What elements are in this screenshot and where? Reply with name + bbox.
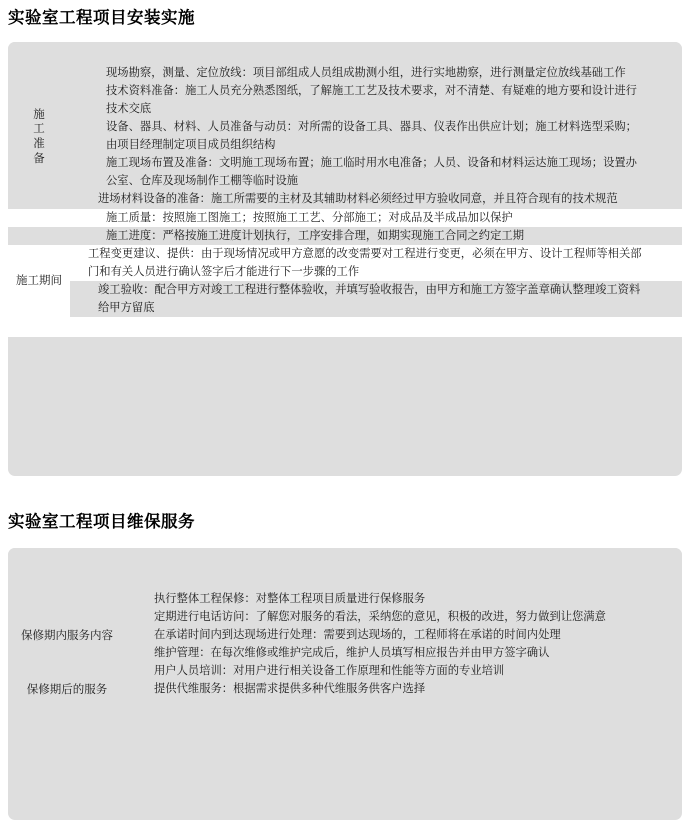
cell-text: 现场勘察，测量、定位放线：项目部组成人员组成勘测小组，进行实地勘察，进行测量定位放线基础工作 — [106, 66, 626, 79]
cell-text: 用户人员培训：对用户进行相关设备工作原理和性能等方面的专业培训 — [154, 664, 505, 678]
table-cell-content — [70, 64, 682, 82]
table-row — [8, 209, 682, 227]
table-cell-content — [126, 626, 682, 644]
cell-text: 设备、器具、材料、人员准备与动员：对所需的设备工具、器具、仪表作出供应计划；施工材料选型采购；由项目经理制定项目成员组织结构 — [106, 120, 637, 152]
installation-table-card — [8, 42, 682, 476]
cell-text: 在承诺时间内到达现场进行处理：需要到达现场的，工程师将在承诺的时间内处理 — [154, 628, 561, 642]
table-row — [8, 64, 682, 82]
table-row — [8, 590, 682, 608]
table-cell-content — [70, 154, 682, 190]
table-cell-content — [70, 209, 682, 227]
spacer-label-cell — [8, 698, 126, 734]
group-label-construction-preparation — [8, 64, 70, 209]
cell-text: 定期进行电话访问：了解您对服务的看法，采纳您的意见，积极的改进，努力做到让您满意 — [154, 610, 606, 624]
group-label-text: 保修期后的服务 — [26, 681, 108, 696]
spacer-label-cell — [8, 42, 70, 64]
table-spacer-row — [8, 548, 682, 590]
table-cell-content — [70, 281, 682, 317]
table-spacer-row — [8, 317, 682, 337]
cell-text: 进场材料设备的准备：施工所需要的主材及其辅助材料必须经过甲方验收同意，并且符合现有的技术规范 — [98, 192, 618, 206]
table-cell-content — [126, 662, 682, 680]
table-cell-content — [70, 82, 682, 118]
group-label-empty — [8, 209, 70, 227]
cell-text: 竣工验收：配合甲方对竣工工程进行整体验收，并填写验收报告，由甲方和施工方签字盖章确认整理竣工资料给甲方留底 — [98, 282, 641, 314]
group-label-during-construction — [8, 245, 70, 317]
spacer-content-cell — [70, 42, 682, 64]
group-label-post-warranty-services — [8, 680, 126, 698]
table-cell-content — [126, 608, 682, 626]
table-cell-content — [126, 644, 682, 662]
maintenance-table — [8, 548, 682, 734]
table-cell-content — [70, 190, 682, 208]
table-row — [8, 281, 682, 317]
section-title-maintenance: 实验室工程项目维保服务 — [8, 512, 195, 531]
table-spacer-row — [8, 42, 682, 64]
table-spacer-row — [8, 698, 682, 734]
group-label-text: 保修期内服务内容 — [21, 627, 113, 642]
table-cell-content — [126, 590, 682, 608]
group-label-warranty-services — [8, 590, 126, 680]
cell-text: 执行整体工程保修：对整体工程项目质量进行保修服务 — [154, 592, 426, 605]
section-title-installation: 实验室工程项目安装实施 — [8, 8, 195, 27]
spacer-label-cell — [8, 317, 70, 337]
installation-table — [8, 42, 682, 337]
maintenance-table-card — [8, 548, 682, 820]
cell-text: 提供代维服务：根据需求提供多种代维服务供客户选择 — [154, 682, 426, 696]
spacer-content-cell — [126, 548, 682, 590]
table-row — [8, 245, 682, 281]
group-label-text: 施工准备 — [33, 106, 45, 165]
cell-text: 工程变更建议、提供：由于现场情况或甲方意愿的改变需要对工程进行变更，必须在甲方、设计工程师等相关部门和有关人员进行确认签字后才能进行下一步骤的工作 — [88, 246, 642, 278]
table-cell-content — [70, 245, 682, 281]
table-row — [8, 227, 682, 245]
table-row — [8, 680, 682, 698]
cell-text: 施工质量：按照施工图施工；按照施工工艺、分部施工；对成品及半成品加以保护 — [106, 210, 513, 224]
table-cell-content — [126, 680, 682, 698]
group-label-empty — [8, 227, 70, 245]
cell-text: 技术资料准备：施工人员充分熟悉图纸，了解施工工艺及技术要求，对不清楚、有疑难的地方要和设计进行技术交底 — [106, 84, 637, 116]
table-row — [8, 118, 682, 154]
table-row — [8, 82, 682, 118]
spacer-content-cell — [70, 317, 682, 337]
table-row — [8, 190, 682, 208]
cell-text: 施工进度：严格按施工进度计划执行，工序安排合理，如期实现施工合同之约定工期 — [106, 228, 524, 242]
cell-text: 维护管理：在每次维修或维护完成后，维护人员填写相应报告并由甲方签字确认 — [154, 646, 550, 660]
cell-text: 施工现场布置及准备：文明施工现场布置；施工临时用水电准备；人员、设备和材料运达施工现场；设置办公室、仓库及现场制作工棚等临时设施 — [106, 156, 637, 188]
table-cell-content — [70, 118, 682, 154]
table-cell-content — [70, 227, 682, 245]
group-label-text: 施工期间 — [16, 273, 62, 288]
spacer-content-cell — [126, 698, 682, 734]
spacer-label-cell — [8, 548, 126, 590]
table-row — [8, 154, 682, 190]
